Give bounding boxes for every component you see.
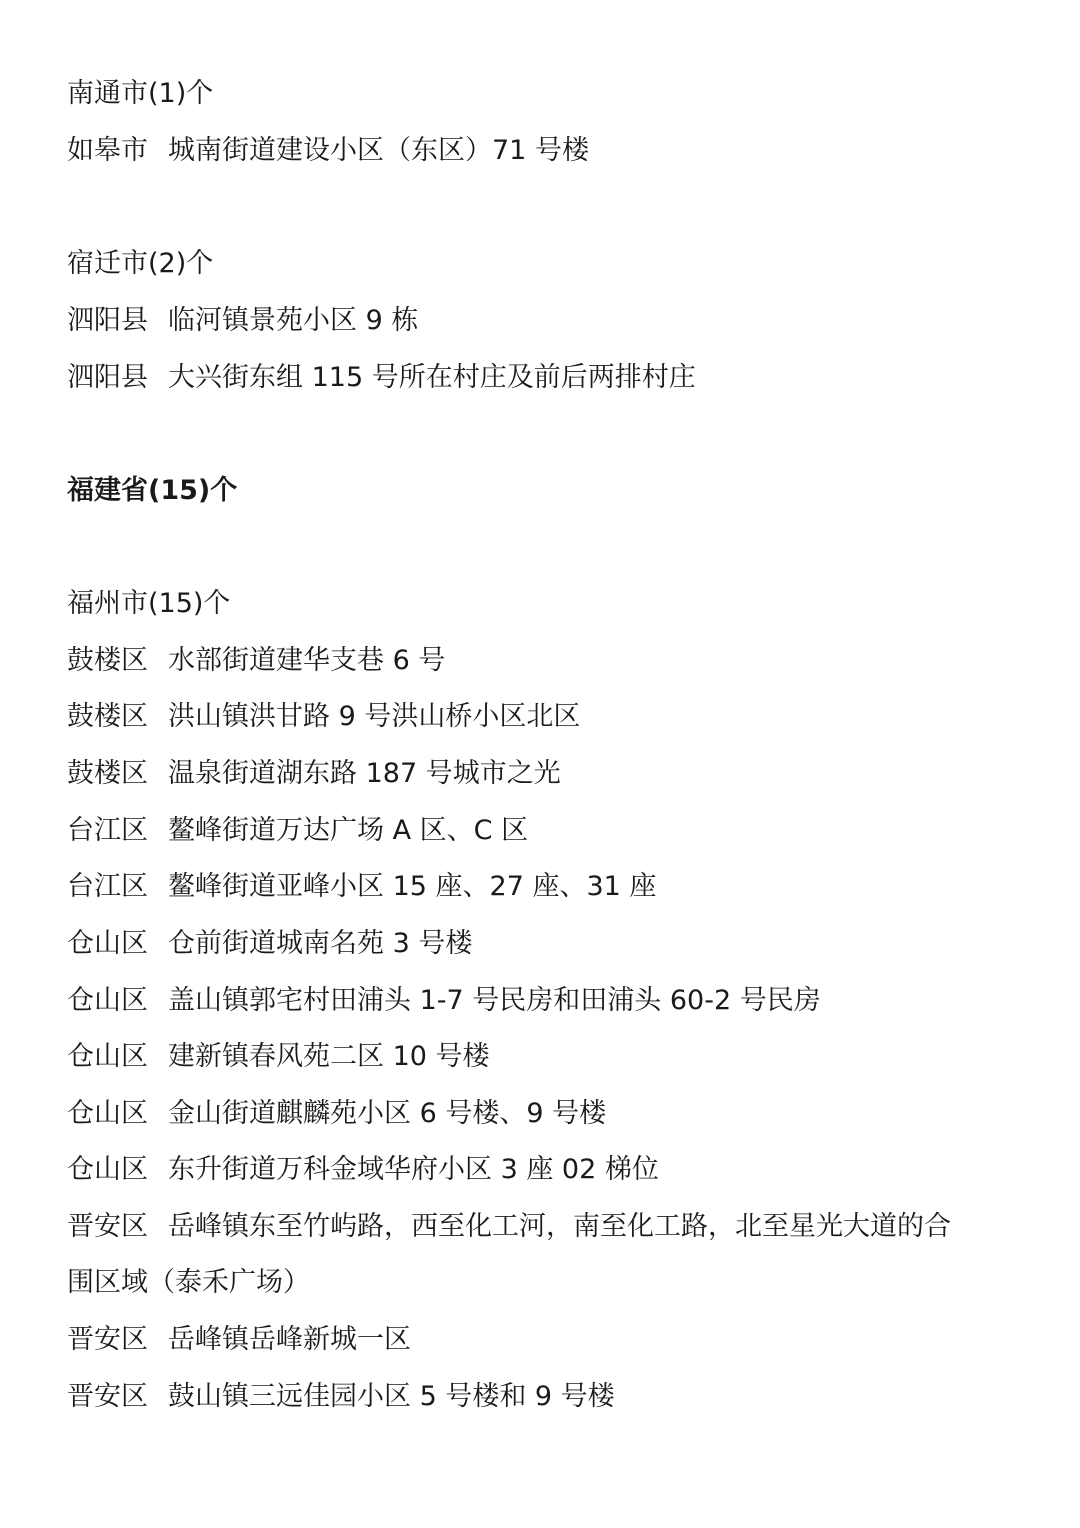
list-item: [67, 697, 580, 737]
address-text: 建新镇春风苑二区 10 号楼: [168, 1041, 490, 1072]
list-item: [67, 131, 589, 171]
address-text: 洪山镇洪甘路 9 号洪山桥小区北区: [168, 701, 581, 732]
list-item: [67, 981, 821, 1021]
city-heading-nantong: 南通市(1)个: [67, 78, 214, 109]
province-heading-fujian: 福建省(15)个: [67, 475, 238, 506]
district-name: 泗阳县: [67, 305, 148, 336]
district-name: 如皋市: [67, 135, 148, 166]
district-name: 鼓楼区: [67, 701, 148, 732]
address-text: 岳峰镇岳峰新城一区: [168, 1324, 411, 1355]
district-name: 台江区: [67, 871, 148, 902]
address-text: 金山街道麒麟苑小区 6 号楼、9 号楼: [168, 1098, 607, 1129]
address-text: 鳌峰街道亚峰小区 15 座、27 座、31 座: [168, 871, 657, 902]
district-name: 仓山区: [67, 1098, 148, 1129]
address-text: 东升街道万科金域华府小区 3 座 02 梯位: [168, 1154, 659, 1185]
address-text: 城南街道建设小区（东区）71 号楼: [168, 135, 589, 166]
address-text: 水部街道建华支巷 6 号: [168, 645, 446, 676]
district-name: 仓山区: [67, 985, 148, 1016]
list-item: [67, 1094, 606, 1134]
address-text: 温泉街道湖东路 187 号城市之光: [168, 758, 561, 789]
list-item: [67, 1207, 951, 1247]
address-text: 围区域（泰禾广场）: [67, 1267, 310, 1298]
address-text: 临河镇景苑小区 9 栋: [168, 305, 419, 336]
district-name: 晋安区: [67, 1324, 148, 1355]
address-text: 鼓山镇三远佳园小区 5 号楼和 9 号楼: [168, 1381, 615, 1412]
list-item: [67, 1150, 659, 1190]
address-text: 鳌峰街道万达广场 A 区、C 区: [168, 815, 529, 846]
district-name: 仓山区: [67, 1041, 148, 1072]
address-text: 岳峰镇东至竹屿路，西至化工河，南至化工路，北至星光大道的合: [168, 1211, 951, 1242]
list-item: [67, 811, 528, 851]
address-text: 大兴街东组 115 号所在村庄及前后两排村庄: [168, 362, 696, 393]
district-name: 泗阳县: [67, 362, 148, 393]
district-name: 仓山区: [67, 928, 148, 959]
list-item: [67, 641, 445, 681]
city-heading-suqian: 宿迁市(2)个: [67, 248, 214, 279]
address-text: 盖山镇郭宅村田浦头 1-7 号民房和田浦头 60-2 号民房: [168, 985, 821, 1016]
list-item: [67, 1377, 615, 1417]
district-name: 鼓楼区: [67, 758, 148, 789]
district-name: 台江区: [67, 815, 148, 846]
district-name: 晋安区: [67, 1211, 148, 1242]
list-item: [67, 1320, 411, 1360]
list-item-continuation: [67, 1263, 310, 1303]
list-item: [67, 301, 418, 341]
list-item: [67, 754, 561, 794]
list-item: [67, 924, 472, 964]
address-text: 仓前街道城南名苑 3 号楼: [168, 928, 473, 959]
list-item: [67, 358, 696, 398]
district-name: 晋安区: [67, 1381, 148, 1412]
city-heading-fuzhou: 福州市(15)个: [67, 588, 231, 619]
district-name: 仓山区: [67, 1154, 148, 1185]
list-item: [67, 1037, 490, 1077]
district-name: 鼓楼区: [67, 645, 148, 676]
list-item: [67, 867, 656, 907]
